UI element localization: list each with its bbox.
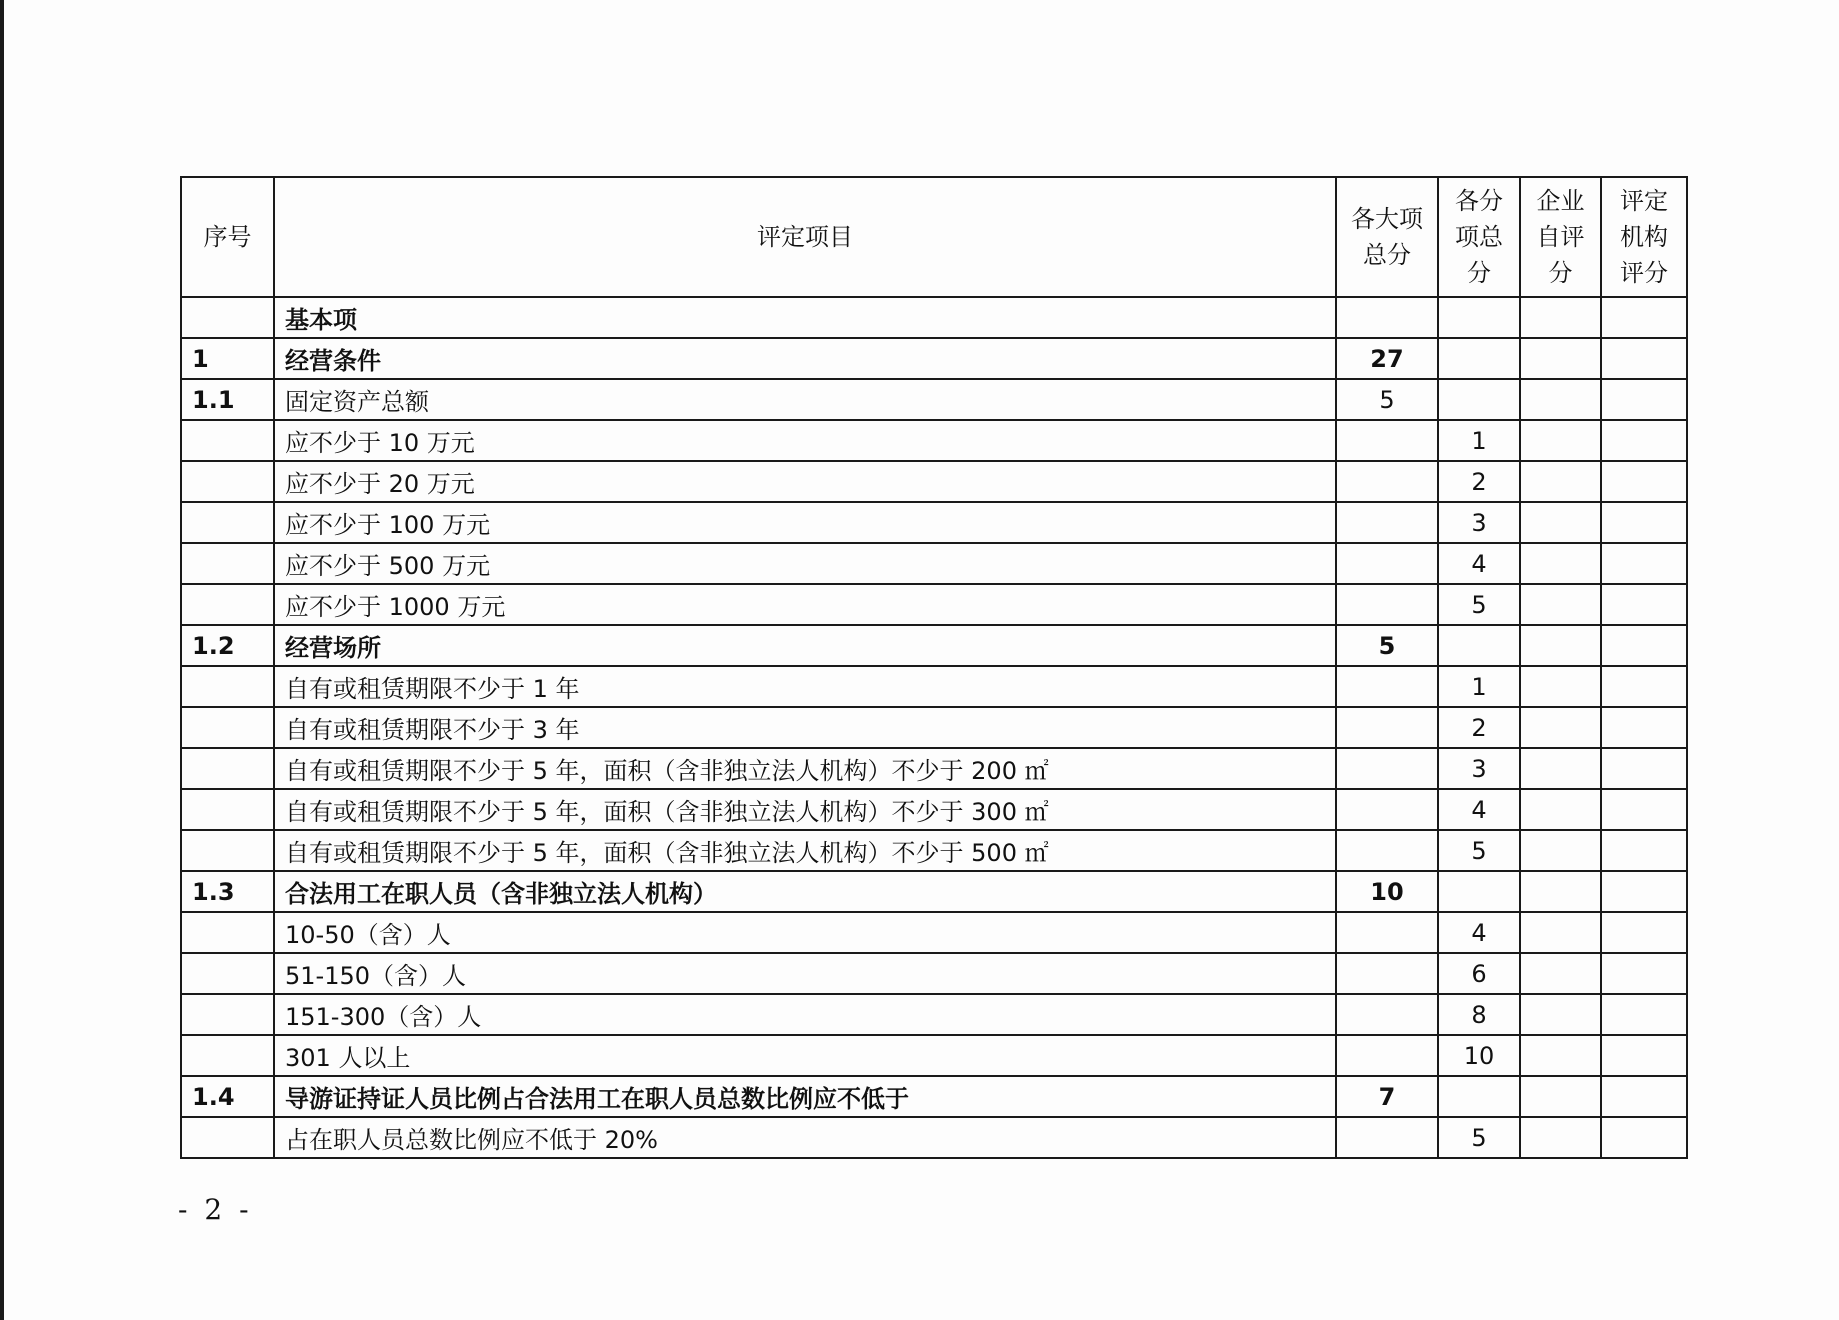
cell-org-score	[1601, 830, 1687, 871]
cell-seq	[181, 707, 274, 748]
page-left-edge	[0, 0, 4, 1320]
cell-org-score	[1601, 871, 1687, 912]
cell-org-score	[1601, 789, 1687, 830]
cell-major-total	[1336, 789, 1438, 830]
cell-sub-total: 1	[1438, 420, 1520, 461]
cell-seq	[181, 789, 274, 830]
cell-self-score	[1520, 1035, 1601, 1076]
cell-sub-total: 4	[1438, 912, 1520, 953]
cell-major-total: 7	[1336, 1076, 1438, 1117]
cell-seq	[181, 953, 274, 994]
cell-major-total	[1336, 584, 1438, 625]
header-org-score-line: 评分	[1620, 259, 1668, 287]
cell-item: 10-50（含）人	[274, 912, 1336, 953]
cell-seq	[181, 461, 274, 502]
cell-seq	[181, 584, 274, 625]
cell-org-score	[1601, 420, 1687, 461]
cell-org-score	[1601, 297, 1687, 338]
cell-major-total: 5	[1336, 625, 1438, 666]
cell-self-score	[1520, 502, 1601, 543]
cell-major-total	[1336, 461, 1438, 502]
table-row	[181, 297, 1687, 338]
cell-self-score	[1520, 1117, 1601, 1158]
table-row	[181, 748, 1687, 789]
cell-org-score	[1601, 953, 1687, 994]
cell-seq	[181, 666, 274, 707]
cell-major-total	[1336, 912, 1438, 953]
cell-sub-total: 3	[1438, 748, 1520, 789]
cell-seq: 1.4	[181, 1076, 274, 1117]
cell-org-score	[1601, 748, 1687, 789]
cell-seq: 1	[181, 338, 274, 379]
page-number: - 2 -	[178, 1193, 253, 1226]
cell-self-score	[1520, 748, 1601, 789]
cell-org-score	[1601, 379, 1687, 420]
cell-item: 应不少于 500 万元	[274, 543, 1336, 584]
cell-org-score	[1601, 584, 1687, 625]
cell-sub-total	[1438, 871, 1520, 912]
cell-self-score	[1520, 584, 1601, 625]
cell-sub-total: 5	[1438, 584, 1520, 625]
cell-seq	[181, 912, 274, 953]
table-row	[181, 338, 1687, 379]
cell-item: 151-300（含）人	[274, 994, 1336, 1035]
cell-sub-total: 3	[1438, 502, 1520, 543]
header-sub-total-line: 分	[1467, 259, 1491, 287]
cell-seq: 1.2	[181, 625, 274, 666]
cell-seq: 1.3	[181, 871, 274, 912]
cell-item: 自有或租赁期限不少于 3 年	[274, 707, 1336, 748]
header-org-score	[1601, 177, 1687, 297]
cell-org-score	[1601, 994, 1687, 1035]
header-org-score-line: 评定	[1620, 187, 1668, 215]
table-row	[181, 994, 1687, 1035]
cell-item: 经营场所	[274, 625, 1336, 666]
cell-self-score	[1520, 871, 1601, 912]
table-row	[181, 953, 1687, 994]
cell-org-score	[1601, 338, 1687, 379]
cell-sub-total: 4	[1438, 543, 1520, 584]
cell-self-score	[1520, 625, 1601, 666]
cell-org-score	[1601, 1035, 1687, 1076]
cell-sub-total: 8	[1438, 994, 1520, 1035]
cell-seq	[181, 420, 274, 461]
table-row	[181, 707, 1687, 748]
cell-major-total: 5	[1336, 379, 1438, 420]
cell-major-total: 27	[1336, 338, 1438, 379]
cell-item: 51-150（含）人	[274, 953, 1336, 994]
table-row	[181, 830, 1687, 871]
cell-item: 基本项	[274, 297, 1336, 338]
table-row	[181, 420, 1687, 461]
cell-sub-total: 6	[1438, 953, 1520, 994]
cell-major-total	[1336, 420, 1438, 461]
cell-major-total	[1336, 502, 1438, 543]
cell-seq	[181, 502, 274, 543]
header-org-score-line: 机构	[1620, 223, 1668, 251]
table-row	[181, 789, 1687, 830]
cell-item: 导游证持证人员比例占合法用工在职人员总数比例应不低于	[274, 1076, 1336, 1117]
header-major-total-line: 总分	[1363, 241, 1411, 269]
cell-seq	[181, 1117, 274, 1158]
cell-item: 应不少于 1000 万元	[274, 584, 1336, 625]
cell-sub-total	[1438, 297, 1520, 338]
cell-seq	[181, 1035, 274, 1076]
cell-major-total	[1336, 748, 1438, 789]
table-body	[181, 297, 1687, 1158]
cell-org-score	[1601, 1076, 1687, 1117]
cell-sub-total	[1438, 1076, 1520, 1117]
header-major-total-line: 各大项	[1351, 205, 1423, 233]
cell-major-total	[1336, 666, 1438, 707]
cell-org-score	[1601, 502, 1687, 543]
header-sub-total	[1438, 177, 1520, 297]
header-self-score	[1520, 177, 1601, 297]
cell-org-score	[1601, 912, 1687, 953]
cell-self-score	[1520, 994, 1601, 1035]
cell-sub-total: 10	[1438, 1035, 1520, 1076]
table-row	[181, 502, 1687, 543]
cell-sub-total: 4	[1438, 789, 1520, 830]
cell-self-score	[1520, 666, 1601, 707]
cell-sub-total: 2	[1438, 461, 1520, 502]
table-row	[181, 1076, 1687, 1117]
table-row	[181, 543, 1687, 584]
cell-self-score	[1520, 707, 1601, 748]
cell-sub-total: 1	[1438, 666, 1520, 707]
cell-seq: 1.1	[181, 379, 274, 420]
cell-org-score	[1601, 707, 1687, 748]
cell-major-total: 10	[1336, 871, 1438, 912]
cell-self-score	[1520, 830, 1601, 871]
cell-self-score	[1520, 1076, 1601, 1117]
table-row	[181, 625, 1687, 666]
cell-org-score	[1601, 1117, 1687, 1158]
cell-item: 占在职人员总数比例应不低于 20%	[274, 1117, 1336, 1158]
cell-seq	[181, 543, 274, 584]
cell-self-score	[1520, 338, 1601, 379]
cell-sub-total: 5	[1438, 830, 1520, 871]
cell-item: 自有或租赁期限不少于 5 年，面积（含非独立法人机构）不少于 200 ㎡	[274, 748, 1336, 789]
cell-org-score	[1601, 543, 1687, 584]
cell-seq	[181, 994, 274, 1035]
cell-major-total	[1336, 707, 1438, 748]
cell-major-total	[1336, 543, 1438, 584]
cell-org-score	[1601, 461, 1687, 502]
cell-sub-total	[1438, 338, 1520, 379]
cell-seq	[181, 297, 274, 338]
header-item: 评定项目	[274, 177, 1336, 297]
cell-item: 经营条件	[274, 338, 1336, 379]
cell-major-total	[1336, 297, 1438, 338]
cell-item: 应不少于 20 万元	[274, 461, 1336, 502]
header-sub-total-line: 各分	[1455, 187, 1503, 215]
header-self-score-line: 自评	[1536, 223, 1585, 251]
header-seq: 序号	[181, 177, 274, 297]
cell-self-score	[1520, 420, 1601, 461]
table-row	[181, 912, 1687, 953]
cell-major-total	[1336, 994, 1438, 1035]
cell-self-score	[1520, 461, 1601, 502]
cell-self-score	[1520, 297, 1601, 338]
cell-major-total	[1336, 830, 1438, 871]
cell-self-score	[1520, 543, 1601, 584]
cell-item: 应不少于 10 万元	[274, 420, 1336, 461]
header-major-total	[1336, 177, 1438, 297]
table-row	[181, 666, 1687, 707]
cell-self-score	[1520, 379, 1601, 420]
cell-item: 自有或租赁期限不少于 5 年，面积（含非独立法人机构）不少于 300 ㎡	[274, 789, 1336, 830]
cell-self-score	[1520, 912, 1601, 953]
cell-item: 固定资产总额	[274, 379, 1336, 420]
header-sub-total-line: 项总	[1455, 223, 1503, 251]
header-self-score-line: 企业	[1536, 187, 1585, 215]
cell-org-score	[1601, 666, 1687, 707]
cell-sub-total	[1438, 379, 1520, 420]
cell-sub-total: 5	[1438, 1117, 1520, 1158]
cell-self-score	[1520, 789, 1601, 830]
table-row	[181, 1117, 1687, 1158]
cell-item: 自有或租赁期限不少于 1 年	[274, 666, 1336, 707]
cell-major-total	[1336, 1035, 1438, 1076]
cell-major-total	[1336, 953, 1438, 994]
cell-item: 应不少于 100 万元	[274, 502, 1336, 543]
cell-seq	[181, 748, 274, 789]
cell-seq	[181, 830, 274, 871]
cell-sub-total	[1438, 625, 1520, 666]
cell-self-score	[1520, 953, 1601, 994]
cell-item: 301 人以上	[274, 1035, 1336, 1076]
cell-item: 自有或租赁期限不少于 5 年，面积（含非独立法人机构）不少于 500 ㎡	[274, 830, 1336, 871]
table-row	[181, 871, 1687, 912]
cell-item: 合法用工在职人员（含非独立法人机构）	[274, 871, 1336, 912]
table-header	[181, 177, 1687, 297]
table-row	[181, 461, 1687, 502]
header-self-score-line: 分	[1548, 259, 1573, 287]
cell-sub-total: 2	[1438, 707, 1520, 748]
table-row	[181, 584, 1687, 625]
table-row	[181, 1035, 1687, 1076]
cell-org-score	[1601, 625, 1687, 666]
scoring-table	[180, 176, 1688, 1159]
table-row	[181, 379, 1687, 420]
cell-major-total	[1336, 1117, 1438, 1158]
